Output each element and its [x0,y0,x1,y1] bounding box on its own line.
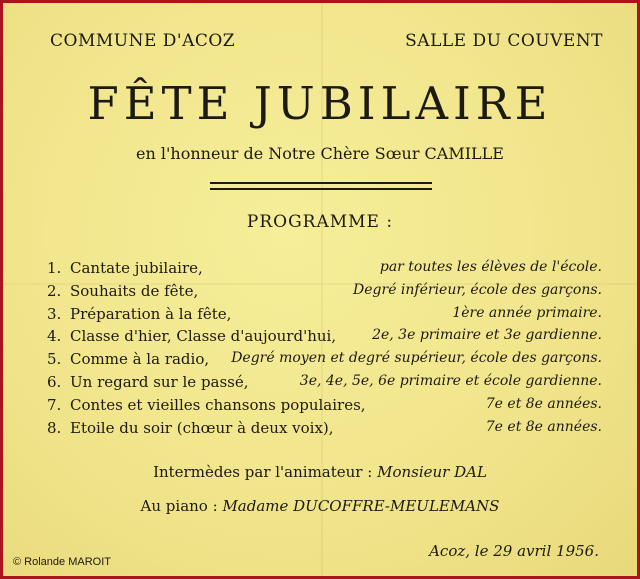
intermedes-label: Intermèdes par l'animateur : [153,463,373,481]
program-item-performers: Degré moyen et degré supérieur, école des garçons. [231,350,602,367]
program-item [47,350,602,373]
program-item-title: Souhaits de fête, [70,281,199,300]
program-item-title: Un regard sur le passé, [70,372,249,391]
program-item-number: 4. [47,327,62,346]
program-item-number: 3. [47,304,62,323]
program-item [47,327,602,350]
copyright-watermark: © Rolande MAROIT [13,556,111,568]
program-heading: PROGRAMME : [246,212,394,232]
program-item-performers: Degré inférieur, école des garçons. [353,281,602,298]
program-item [47,373,602,396]
program-item-performers: 7e et 8e années. [485,395,602,412]
program-item-title: Contes et vieilles chansons populaires, [70,395,366,414]
program-sheet [3,3,637,576]
piano-name: Madame DUCOFFRE-MEULEMANS [222,497,500,515]
program-item [47,282,602,305]
double-rule-top [210,182,432,184]
program-item-number: 1. [47,259,62,277]
event-subtitle: en l'honneur de Notre Chère Sœur CAMILLE [136,144,504,163]
piano-line [3,497,637,515]
program-item-performers: 3e, 4e, 5e, 6e primaire et école gardienne. [299,372,602,389]
program-item-performers: 7e et 8e années. [485,418,602,435]
program-item-title: Cantate jubilaire, [70,259,203,277]
program-item-number: 5. [47,350,62,369]
program-item-title: Classe d'hier, Classe d'aujourd'hui, [70,327,337,346]
double-rule-bottom [210,188,432,190]
program-item [47,419,602,442]
program-item-number: 7. [47,395,62,414]
program-item-performers: 1ère année primaire. [452,304,602,321]
program-item-number: 2. [47,281,62,300]
program-item-number: 8. [47,418,62,437]
program-list [47,259,602,441]
program-item [47,305,602,328]
intermedes-line [3,463,637,481]
program-item-performers: par toutes les élèves de l'école. [379,259,602,275]
header-commune: COMMUNE D'ACOZ [50,31,236,51]
event-title: FÊTE JUBILAIRE [87,77,553,130]
program-item-title: Etoile du soir (chœur à deux voix), [70,418,334,437]
intermedes-name: Monsieur DAL [377,463,487,481]
header-venue: SALLE DU COUVENT [405,31,603,51]
program-item [47,396,602,419]
piano-label: Au piano : [140,497,218,515]
event-date: Acoz, le 29 avril 1956. [429,542,599,560]
program-item-performers: 2e, 3e primaire et 3e gardienne. [372,327,602,344]
program-item [47,259,602,282]
program-item-title: Comme à la radio, [70,350,210,369]
program-item-number: 6. [47,372,62,391]
program-item-title: Préparation à la fête, [70,304,232,323]
